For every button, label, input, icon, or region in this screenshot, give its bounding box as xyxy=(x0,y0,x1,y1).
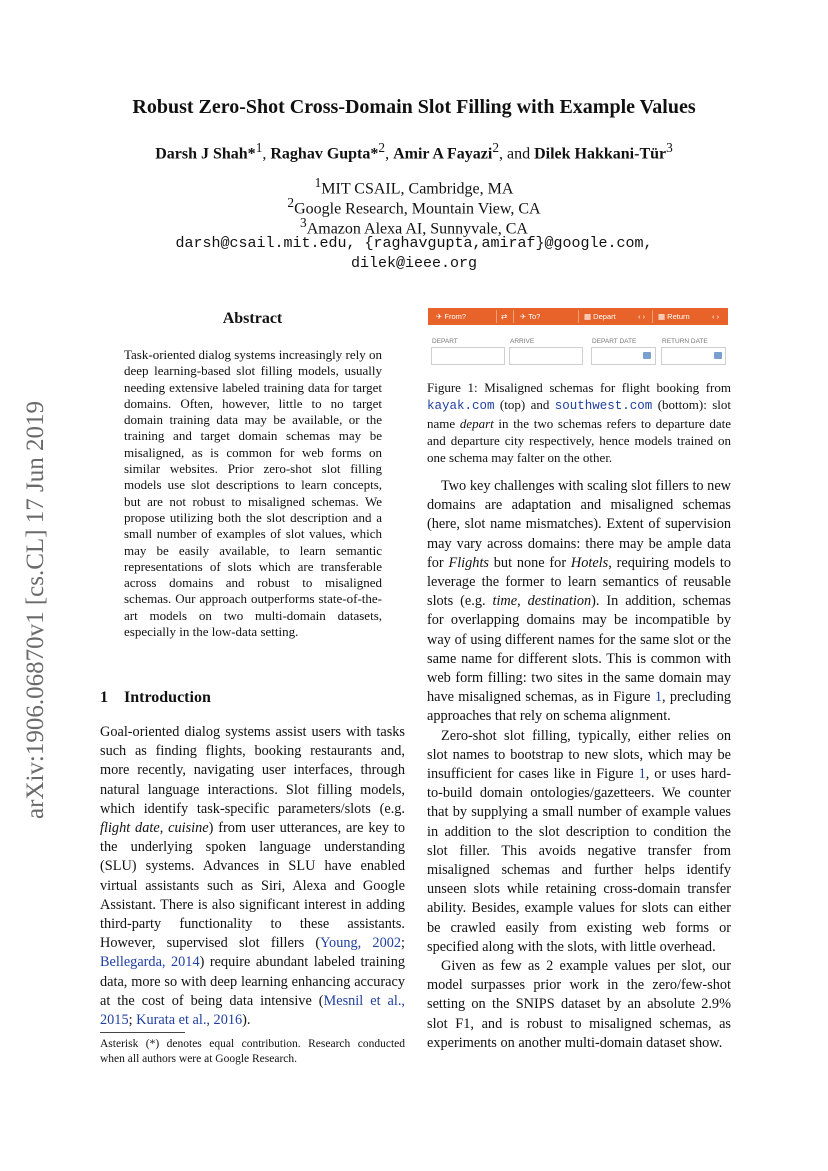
text-run: ). In addition, schemas for overlapping domains may be incompatible by way of using different names for the same slot or the same name for different slots. This is common with web form filling: two sites in the same domain may have misaligned schemas, as in Figure xyxy=(427,593,731,706)
email-line: dilek@ieee.org xyxy=(350,255,478,272)
text-run: ). xyxy=(242,1012,251,1029)
citation-link[interactable]: Mesnil et al., 2015 xyxy=(100,992,405,1029)
emphasis: depart xyxy=(459,416,494,431)
author-affiliation-mark: 2 xyxy=(378,140,386,155)
body-paragraph xyxy=(427,477,731,727)
arrive-input[interactable] xyxy=(509,347,583,365)
affiliation-mark: 1 xyxy=(314,175,322,190)
text-run: Figure 1: Misaligned schemas for flight booking from xyxy=(427,380,731,395)
arxiv-identifier-text: arXiv:1906.06870v1 [cs.CL] 17 Jun 2019 xyxy=(22,400,49,820)
text-run: Two key challenges with scaling slot fillers to new domains are adaptation and misaligned schemas (here, slot name mismatches). Extent of supervision may vary across domains: there may be ample data for xyxy=(427,478,731,571)
text-run: but none for xyxy=(488,554,571,571)
affiliation-text: Amazon Alexa AI, Sunnyvale, CA xyxy=(306,220,528,238)
citation-link[interactable]: Young, 2002 xyxy=(320,935,402,952)
text-run: , or uses hard-to-build domain ontologies/gazetteers. We counter that by supplying a small number of example values in addition to the slot description to condition the slot filler. This avoids negative transfer from misaligned schemas and further helps identify unseen slots while retaining cross-domain transfer ability. Besides, example values for slots can either be crawled easily from existing web forms or specified along with the slots, with little overhead. xyxy=(427,766,731,955)
text-run: ) require abundant labeled training data, more so with deep learning enhancing accuracy at the cost of being data intensive ( xyxy=(100,954,405,1009)
return-nav-icon[interactable]: ‹ › xyxy=(712,312,720,321)
author-name: Darsh J Shah* xyxy=(155,145,256,163)
divider xyxy=(652,310,653,323)
figure-ref-link[interactable]: 1 xyxy=(638,766,646,783)
emphasis: time xyxy=(492,593,518,610)
author-separator: , xyxy=(262,145,267,163)
depart-input[interactable] xyxy=(431,347,505,365)
affiliation-text: MIT CSAIL, Cambridge, MA xyxy=(321,180,514,198)
text-run: , precluding approaches that rely on schema alignment. xyxy=(427,689,731,725)
body-column-right xyxy=(427,477,731,1053)
section-heading xyxy=(100,689,211,707)
arxiv-identifier xyxy=(14,370,58,850)
email-line: darsh@csail.mit.edu, {raghavgupta,amiraf}@google.com, xyxy=(175,235,653,252)
citation-link[interactable]: Bellegarda, 2014 xyxy=(100,954,200,971)
footnote-rule xyxy=(100,1032,185,1033)
author-name: Dilek Hakkani-Tür xyxy=(534,145,667,163)
citation-link[interactable]: Kurata et al., 2016 xyxy=(136,1012,243,1029)
section-title: Introduction xyxy=(124,689,211,706)
text-run: Zero-shot slot filling, typically, either relies on slot names to bootstrap to new slots, which may be insufficient for cases like in Figure xyxy=(427,727,731,783)
depart-nav-icon[interactable]: ‹ › xyxy=(638,312,646,321)
text-run: , xyxy=(159,820,169,837)
affiliation-mark: 3 xyxy=(300,215,307,230)
body-paragraph xyxy=(427,727,731,957)
depart-date-field[interactable]: ▦ Depart xyxy=(584,312,616,321)
affiliation-text: Google Research, Mountain View, CA xyxy=(294,200,541,218)
arrive-label: ARRIVE xyxy=(510,338,535,345)
url-link[interactable]: kayak.com xyxy=(427,399,495,413)
text-run: ) from user utterances, are key to the underlying spoken language understanding (SLU) systems. Advances in SLU have enabled virtual assistants such as Siri, Alexa and Google Assistant. There is also significant interest in adding third-party functionality to these assistants. However, supervised slot fillers ( xyxy=(100,820,405,952)
affiliation-mark: 2 xyxy=(287,195,295,210)
depart-label: DEPART xyxy=(432,338,458,345)
calendar-icon[interactable] xyxy=(643,352,651,359)
author-name: Raghav Gupta* xyxy=(270,145,379,163)
emphasis: Flights xyxy=(448,554,489,571)
section-number: 1 xyxy=(100,689,108,706)
text-run: ; xyxy=(401,935,406,952)
emphasis: cuisine xyxy=(168,820,209,837)
author-separator: , xyxy=(385,145,390,163)
text-run: (bottom): slot name xyxy=(427,397,731,431)
abstract-heading: Abstract xyxy=(222,310,283,327)
text-run: (top) and xyxy=(494,397,555,412)
url-link[interactable]: southwest.com xyxy=(554,399,653,413)
author-name: Amir A Fayazi xyxy=(393,145,493,163)
body-paragraph: Given as few as 2 example values per slot, our model surpasses prior work in the zero/few-shot setting on the SNIPS dataset by an absolute 2.9% slot F1, and is robust to misaligned schemas, as experiments on another multi-domain dataset show. xyxy=(427,958,731,1051)
figure-1 xyxy=(428,308,730,368)
author-affiliation-mark: 3 xyxy=(666,140,673,155)
figure-caption xyxy=(427,379,731,466)
footnote: Asterisk (*) denotes equal contribution. Research conducted when all authors were at Google Research. xyxy=(100,1038,405,1065)
figure-ref-link[interactable]: 1 xyxy=(654,689,662,706)
to-field[interactable]: ✈ To? xyxy=(520,312,541,321)
from-field[interactable]: ✈ From? xyxy=(436,312,467,321)
author-affiliation-mark: 1 xyxy=(255,140,263,155)
text-run: , requiring models to leverage the former to learn semantics of reusable slots (e.g. xyxy=(427,554,731,610)
emphasis: destination xyxy=(527,593,592,610)
depart-date-label: DEPART DATE xyxy=(592,338,637,345)
author-separator: , and xyxy=(498,145,531,163)
intro-paragraph xyxy=(100,723,405,1030)
divider xyxy=(496,310,497,323)
swap-icon[interactable]: ⇄ xyxy=(501,312,508,321)
return-date-field[interactable]: ▦ Return xyxy=(658,312,690,321)
emphasis: flight date xyxy=(100,820,160,837)
calendar-icon[interactable] xyxy=(714,352,722,359)
paper-title: Robust Zero-Shot Cross-Domain Slot Filling with Example Values xyxy=(132,96,696,118)
text-run: Goal-oriented dialog systems assist users with tasks such as finding flights, booking restaurants and, more recently, navigating user interfaces, through natural language interactions. Slot filling models, which identify task-specific parameters/slots (e.g. xyxy=(100,724,405,817)
divider xyxy=(578,310,579,323)
text-run: in the two schemas refers to departure date and departure city respectively, hence models trained on one schema may falter on the other. xyxy=(427,416,731,465)
return-date-label: RETURN DATE xyxy=(662,338,708,345)
divider xyxy=(513,310,514,323)
author-list xyxy=(90,140,738,163)
author-affiliation-mark: 2 xyxy=(492,140,499,155)
abstract-body: Task-oriented dialog systems increasingly rely on deep learning-based slot filling models, usually needing extensive labeled training data for target domains. Often, however, little to no target domain training data may be available, or the training and target domain schemas may be misaligned, as is common for web forms on similar websites. Prior zero-shot slot filling models use slot descriptions to learn concepts, but are not robust to misaligned schemas. We propose utilizing both the slot description and a small number of examples of slot values, which may be easily available, to learn semantic representations of slots which are transferable across domains and robust to misaligned schemas. Our approach outperforms state-of-the-art models on two multi-domain datasets, especially in the low-data setting. xyxy=(124,347,382,640)
emphasis: Hotels xyxy=(570,554,609,571)
text-run: ; xyxy=(128,1012,137,1029)
text-run: , xyxy=(517,593,528,610)
